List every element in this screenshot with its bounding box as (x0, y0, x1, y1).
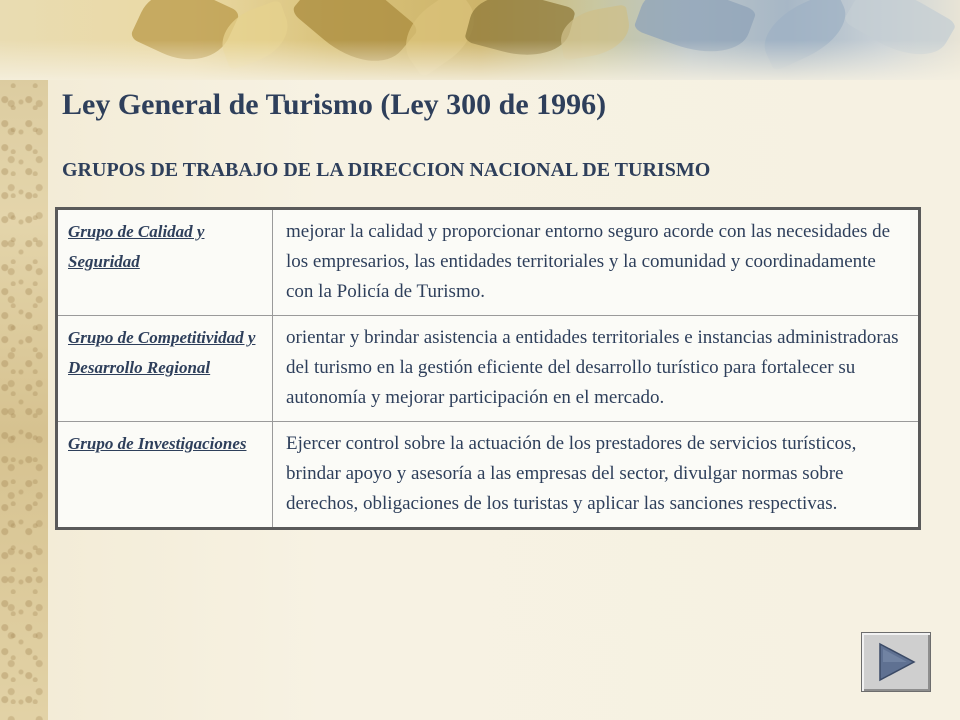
page-subtitle: GRUPOS DE TRABAJO DE LA DIRECCION NACIONAL DE TURISMO (62, 159, 711, 181)
parchment-strip (0, 0, 48, 720)
group-name: Grupo de Investigaciones (57, 422, 273, 529)
play-triangle-icon (876, 642, 916, 682)
groups-table (55, 207, 921, 530)
table-row (57, 209, 920, 316)
group-name: Grupo de Competitividad y Desarrollo Regional (57, 316, 273, 422)
next-slide-button[interactable] (861, 632, 931, 692)
group-name: Grupo de Calidad y Seguridad (57, 209, 273, 316)
decorative-banner (0, 0, 960, 80)
group-description: orientar y brindar asistencia a entidades territoriales e instancias administradoras del turismo en la gestión eficiente del desarrollo turístico para fortalecer su autonomía y mejorar participación en el mercado. (273, 316, 920, 422)
group-description: mejorar la calidad y proporcionar entorno seguro acorde con las necesidades de los empresarios, las entidades territoriales y la comunidad y coordinadamente con la Policía de Turismo. (273, 209, 920, 316)
page-title: Ley General de Turismo (Ley 300 de 1996) (62, 88, 607, 121)
table-row (57, 422, 920, 529)
table-row (57, 316, 920, 422)
group-description: Ejercer control sobre la actuación de los prestadores de servicios turísticos, brindar apoyo y asesoría a las empresas del sector, divulgar normas sobre derechos, obligaciones de los turistas y aplicar las sanciones respectivas. (273, 422, 920, 529)
